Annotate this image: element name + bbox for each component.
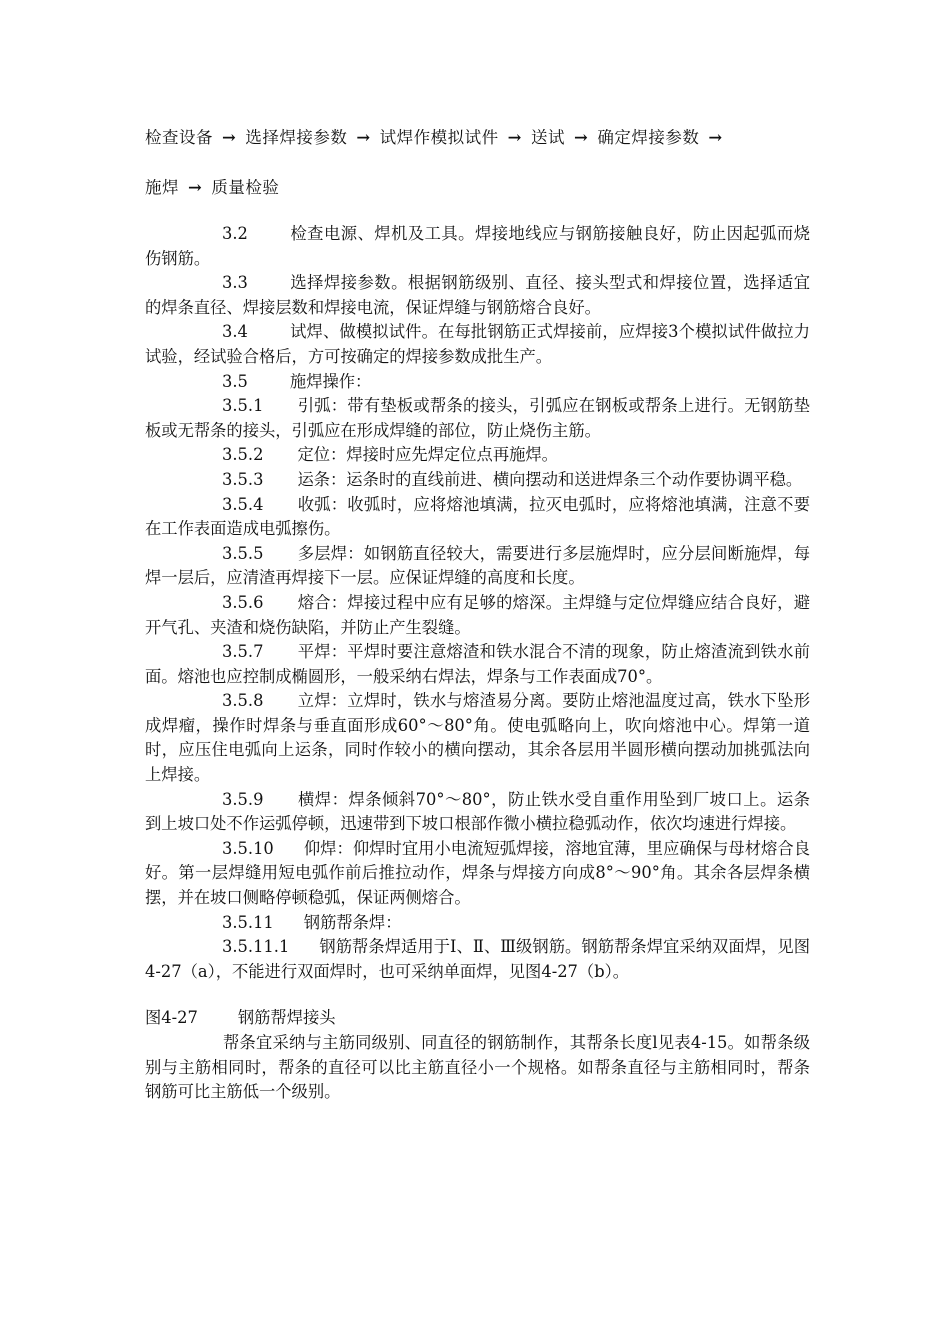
section-paragraph xyxy=(145,443,810,468)
section-paragraph xyxy=(145,689,810,787)
section-text: 钢筋帮条焊： xyxy=(303,912,402,932)
figure-number: 图4-27 xyxy=(145,1008,198,1028)
section-text: 钢筋帮条焊适用于Ⅰ、Ⅱ、Ⅲ级钢筋。钢筋帮条焊宜采纳双面焊，见图4-27（a），不能进行双面焊时，也可采纳单面焊，见图4-27（b）。 xyxy=(145,937,810,981)
flow-step: 质量检验 xyxy=(211,178,280,197)
flow-step: 送试 xyxy=(530,128,565,147)
section-text: 检查电源、焊机及工具。焊接地线应与钢筋接触良好，防止因起弧而烧伤钢筋。 xyxy=(145,224,810,268)
arrow-right-icon: → xyxy=(222,128,237,147)
section-text: 熔合：焊接过程中应有足够的熔深。主焊缝与定位焊缝应结合良好，避开气孔、夹渣和烧伤缺陷，并防止产生裂缝。 xyxy=(145,592,810,637)
section-text: 多层焊：如钢筋直径较大，需要进行多层施焊时，应分层间断施焊，每焊一层后，应清渣再焊接下一层。应保证焊缝的高度和长度。 xyxy=(145,543,810,588)
section-number: 3.5.7 xyxy=(222,642,264,662)
section-number: 3.5.2 xyxy=(222,445,264,465)
section-text: 收弧：收弧时，应将熔池填满，拉灭电弧时，应将熔池填满，注意不要在工作表面造成电弧擦伤。 xyxy=(145,494,810,539)
section-text: 试焊、做模拟试件。在每批钢筋正式焊接前，应焊接3个模拟试件做拉力试验，经试验合格后，方可按确定的焊接参数成批生产。 xyxy=(145,322,810,366)
figure-title: 钢筋帮焊接头 xyxy=(237,1008,336,1028)
section-number: 3.5.8 xyxy=(222,691,264,711)
section-text: 施焊操作： xyxy=(289,371,372,391)
arrow-right-icon: → xyxy=(708,128,723,147)
process-flow-line-1 xyxy=(145,124,845,148)
section-text: 选择焊接参数。根据钢筋级别、直径、接头型式和焊接位置，选择适宜的焊条直径、焊接层数和焊接电流，保证焊缝与钢筋熔合良好。 xyxy=(145,273,810,317)
document-body xyxy=(145,222,810,1105)
section-number: 3.5.9 xyxy=(222,789,264,809)
section-text: 运条：运条时的直线前进、横向摆动和送进焊条三个动作要协调平稳。 xyxy=(297,469,803,489)
section-number: 3.5.11.1 xyxy=(222,937,290,957)
arrow-right-icon: → xyxy=(188,178,203,197)
section-number: 3.4 xyxy=(222,322,248,342)
section-number: 3.5.4 xyxy=(222,494,264,514)
section-paragraph xyxy=(145,837,810,911)
spacer xyxy=(145,984,810,1006)
flow-step: 确定焊接参数 xyxy=(597,128,700,147)
arrow-right-icon: → xyxy=(356,128,371,147)
section-paragraph xyxy=(145,468,810,493)
section-paragraph xyxy=(145,935,810,984)
section-paragraph xyxy=(145,271,810,320)
section-number: 3.5.11 xyxy=(222,912,274,932)
section-paragraph xyxy=(145,788,810,837)
section-number: 3.5.1 xyxy=(222,396,264,416)
flow-step: 选择焊接参数 xyxy=(245,128,348,147)
section-number: 3.5 xyxy=(222,371,248,391)
section-text: 立焊：立焊时，铁水与熔渣易分离。要防止熔池温度过高，铁水下坠形成焊瘤，操作时焊条与垂直面形成60°～80°角。使电弧略向上，吹向熔池中心。焊第一道时，应压住电弧向上运条，同时作较小的横向摆动，其余各层用半圆形横向摆动加挑弧法向上焊接。 xyxy=(145,691,810,785)
section-paragraph xyxy=(145,320,810,369)
section-paragraph xyxy=(145,542,810,591)
process-flow-line-2 xyxy=(145,174,845,198)
flow-step: 检查设备 xyxy=(145,128,213,147)
closing-paragraph: 帮条宜采纳与主筋同级别、同直径的钢筋制作，其帮条长度l见表4-15。如帮条级别与主筋相同时，帮条的直径可以比主筋直径小一个规格。如帮条直径与主筋相同时，帮条钢筋可比主筋低一个级别。 xyxy=(145,1033,810,1102)
section-paragraph xyxy=(145,493,810,542)
section-number: 3.2 xyxy=(222,224,248,243)
section-text: 仰焊：仰焊时宜用小电流短弧焊接，溶地宜薄，里应确保与母材熔合良好。第一层焊缝用短电弧作前后推拉动作，焊条与焊接方向成8°～90°角。其余各层焊条横摆，并在坡口侧略停顿稳弧，保证两侧熔合。 xyxy=(145,838,810,908)
section-paragraph xyxy=(145,222,810,271)
flow-step: 试焊作模拟试件 xyxy=(379,128,499,147)
section-paragraph xyxy=(145,370,810,395)
arrow-right-icon: → xyxy=(507,128,522,147)
section-number: 3.5.3 xyxy=(222,469,264,489)
section-number: 3.3 xyxy=(222,273,248,293)
section-paragraph xyxy=(145,394,810,443)
section-text: 横焊：焊条倾斜70°～80°，防止铁水受自重作用坠到厂坡口上。运条到上坡口处不作运弧停顿，迅速带到下坡口根部作微小横拉稳弧动作，依次均速进行焊接。 xyxy=(145,789,810,834)
section-paragraph xyxy=(145,911,810,936)
section-number: 3.5.5 xyxy=(222,543,264,563)
section-paragraph xyxy=(145,591,810,640)
figure-caption xyxy=(145,1006,810,1031)
flow-step: 施焊 xyxy=(145,178,179,197)
arrow-right-icon: → xyxy=(573,128,589,147)
section-number: 3.5.6 xyxy=(222,592,264,612)
section-text: 引弧：带有垫板或帮条的接头，引弧应在钢板或帮条上进行。无钢筋垫板或无帮条的接头，引弧应在形成焊缝的部位，防止烧伤主筋。 xyxy=(145,396,810,440)
section-paragraph xyxy=(145,640,810,689)
section-text: 定位：焊接时应先焊定位点再施焊。 xyxy=(297,445,558,465)
section-text: 平焊：平焊时要注意熔渣和铁水混合不清的现象，防止熔渣流到铁水前面。熔池也应控制成椭圆形，一般采纳右焊法，焊条与工作表面成70°。 xyxy=(145,642,810,686)
section-number: 3.5.10 xyxy=(222,838,274,858)
